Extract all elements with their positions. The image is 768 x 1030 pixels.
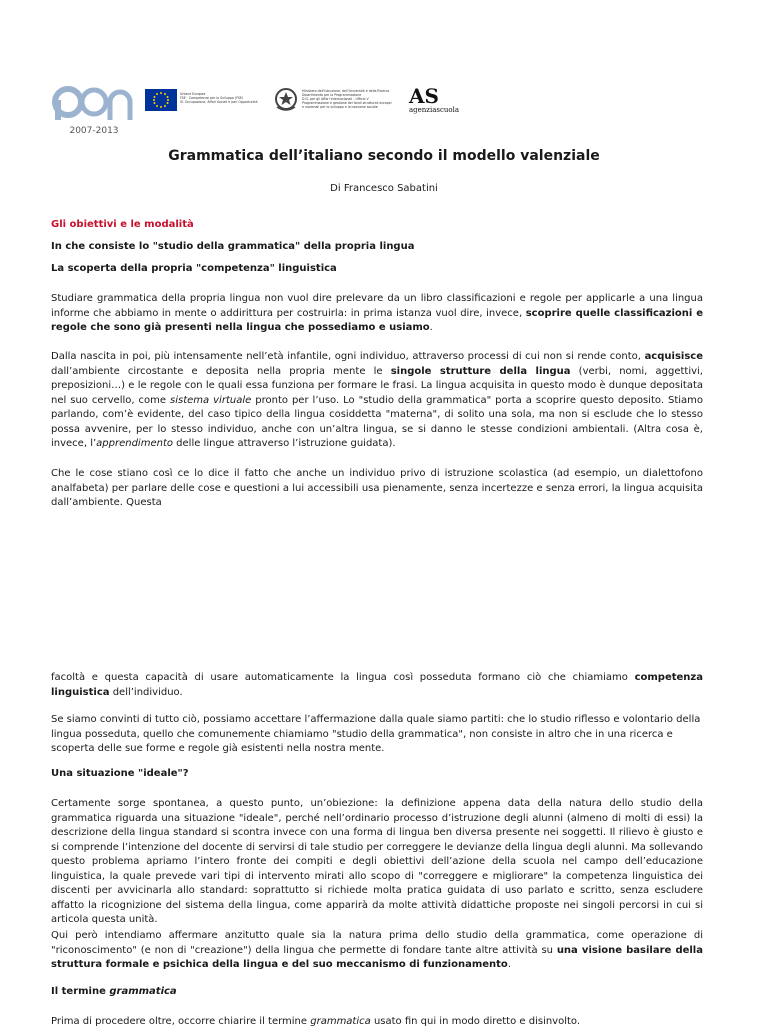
document-author: Di Francesco Sabatini [330,183,438,194]
subheading-ideal-situation: Una situazione "ideale"? [51,768,189,779]
paragraph-6: Certamente sorge spontanea, a questo punto, un’obiezione: la definizione appena data della natura dello studio della grammatica riguarda una situazione "ideale", perché nell’ordinario processo d’istruzione degli alunni (almeno di molti di essi) la descrizione della lingua standard si scontra invece con una forma di lingua ben diversa presente nei soggetti. Il rilievo è giusto e si comprende l’intenzione del docente di servirsi di tale studio per correggere le devianze della lingua degli alunni. Ma sollevando questo problema apriamo l’intero fronte dei compiti e degli obiettivi dell’azione della scuola nel campo dell’educazione linguistica, la quale prevede vari tipi di intervento mirati allo scopo di "correggere e migliorare" la competenza linguistica dei discenti per avvicinarla allo standard: soprattutto si richiede molta pratica guidata di uso parlato e scritto, senza escludere affatto la ricognizione del sistema della lingua, come apparirà da molte attività didattiche proposte nei singoli percorsi in cui si articola questa unità. [51,798,703,925]
italian-republic-emblem-icon [274,87,298,113]
section-heading: Gli obiettivi e le modalità [51,219,194,230]
paragraph-8: Prima di procedere oltre, occorre chiarire il termine grammatica usato fin qui in modo diretto e disinvolto. [51,1016,581,1027]
paragraph-5: Se siamo convinti di tutto ciò, possiamo accettare l’affermazione dalla quale siamo partiti: che lo studio riflesso e volontario della lingua posseduta, quello che comunemente chiamiamo "studio della grammatica", non consiste in altro che in una ricerca e scoperta delle sue forme e regole già esistenti nella nostra mente. [51,714,701,754]
ministry-logo [274,87,404,117]
eu-text: Unione Europea FSE · Competenze per lo Sviluppo (FSE) III. Occupazione, Affari Sociali e pari Opportunità [180,92,258,104]
document-title: Grammatica dell’italiano secondo il modello valenziale [168,148,600,164]
eu-logo [145,89,270,113]
agency-mark: AS [409,84,439,108]
paragraph-7: Qui però intendiamo affermare anzitutto quale sia la natura prima dello studio della grammatica, come operazione di "riconoscimento" (e non di "creazione") della lingua che permette di fondare tante altre attività su una visione basilare della struttura formale e psichica della lingua e del suo meccanismo di funzionamento. [51,930,703,970]
paragraph-2: Dalla nascita in poi, più intensamente nell’età infantile, ogni individuo, attraverso processi di cui non si rende conto, acquisisce dall’ambiente circostante e deposita nella propria mente le singole strutture della lingua (verbi, nomi, aggettivi, preposizioni…) e le regole con le quali essa funziona per formare le frasi. La lingua acquisita in questo modo è dunque depositata nel suo cervello, come sistema virtuale pronto per l’uso. Lo "studio della grammatica" porta a scoprire questo deposito. Stiamo parlando, com’è evidente, del caso tipico della lingua cosiddetta "materna", di solito una sola, ma non si esclude che lo stesso possa avvenire, per lo stesso individuo, anche con un’altra lingua, se si danno le stesse condizioni ambientali. (Altra cosa è, invece, l’apprendimento delle lingue attraverso l’istruzione guidata). [51,351,704,449]
eu-flag-icon [145,89,177,111]
subheading-term-grammar: Il termine grammatica [51,986,177,997]
subheading-competence: La scoperta della propria "competenza" linguistica [51,263,337,274]
pon-years: 2007-2013 [69,126,119,136]
agency-name: agenziascuola [409,106,460,114]
pon-logo [52,80,136,136]
subheading-grammar-study: In che consiste lo "studio della grammatica" della propria lingua [51,241,415,252]
paragraph-1: Studiare grammatica della propria lingua non vuol dire prelevare da un libro classificazioni e regole per applicarle a una lingua informe che abbiamo in mente o addirittura per costruirla: in prima istanza vuol dire, invece, scoprire quelle classificazioni e regole che sono già presenti nella lingua che possediamo e usiamo. [51,293,704,333]
paragraph-3: Che le cose stiano così ce lo dice il fatto che anche un individuo privo di istruzione scolastica (ad esempio, un dialettofono analfabeta) per parlare delle cose e questioni a lui accessibili usa pienamente, senza incertezze e senza errori, la lingua acquisita dall’ambiente. Questa [51,468,703,508]
ministry-text: Ministero dell'Istruzione, dell'Università e della Ricerca Dipartimento per la Programmazione D.G. per gli Affari Internazionali - Ufficio V Programmazione e gestione dei fondi strutturali europei e nazionali per lo sviluppo e la coesione sociale [302,89,392,109]
agenziascuola-logo [409,86,465,118]
paragraph-4: facoltà e questa capacità di usare automaticamente la lingua così posseduta formano ciò che chiamiamo competenza linguistica dell’individuo. [51,672,703,698]
